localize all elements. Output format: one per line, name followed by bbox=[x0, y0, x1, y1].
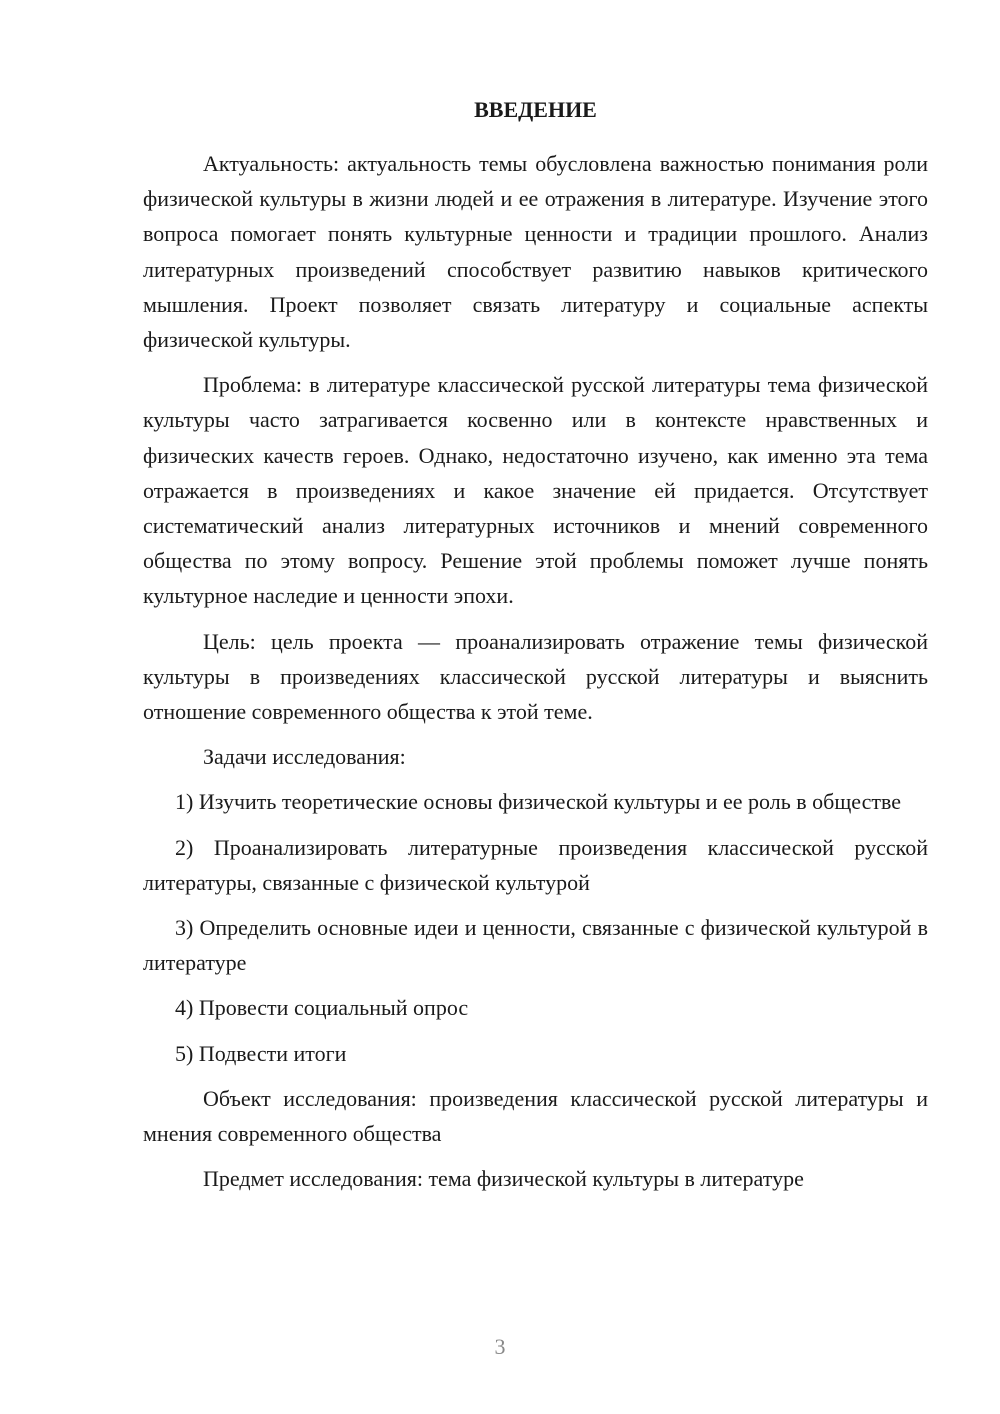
task-item-4: 4) Провести социальный опрос bbox=[175, 995, 469, 1021]
task-item-3: 3) Определить основные идеи и ценности, связанные с физической культурой в литературе bbox=[143, 915, 928, 976]
goal-paragraph: Цель: цель проекта — проанализировать отражение темы физической культуры в произведениях классической русской литературы и выяснить отношение современного общества к этой теме. bbox=[143, 628, 928, 725]
object-paragraph: Объект исследования: произведения классической русской литературы и мнения современного общества bbox=[143, 1085, 928, 1147]
task-item-1: 1) Изучить теоретические основы физической культуры и ее роль в обществе bbox=[175, 789, 902, 815]
problem-paragraph: Проблема: в литературе классической русской литературы тема физической культуры часто затрагивается косвенно или в контексте нравственных и физических качеств героев. Однако, недостаточно изучено, как именно эта тема отражается в произведениях и какое значение ей придается. Отсутствует систематический анализ литературных источников и мнений современного общества по этому вопросу. Решение этой проблемы поможет лучше понять культурное наследие и ценности эпохи. bbox=[143, 372, 928, 609]
relevance-paragraph: Актуальность: актуальность темы обусловлена важностью понимания роли физической культуры в жизни людей и ее отражения в литературе. Изучение этого вопроса помогает понять культурные ценности и традиции прошлого. Анализ литературных произведений способствует развитию навыков критического мышления. Проект позволяет связать литературу и социальные аспекты физической культуры. bbox=[143, 151, 928, 353]
tasks-heading: Задачи исследования: bbox=[203, 744, 406, 770]
task-item-5: 5) Подвести итоги bbox=[175, 1040, 347, 1066]
page-number: 3 bbox=[494, 1334, 506, 1359]
task-item-2: 2) Проанализировать литературные произведения классической русской литературы, связанные с физической культурой bbox=[143, 834, 928, 895]
section-title: ВВЕДЕНИЕ bbox=[474, 97, 597, 122]
subject-paragraph: Предмет исследования: тема физической культуры в литературе bbox=[203, 1166, 804, 1192]
document-page bbox=[143, 96, 928, 1196]
